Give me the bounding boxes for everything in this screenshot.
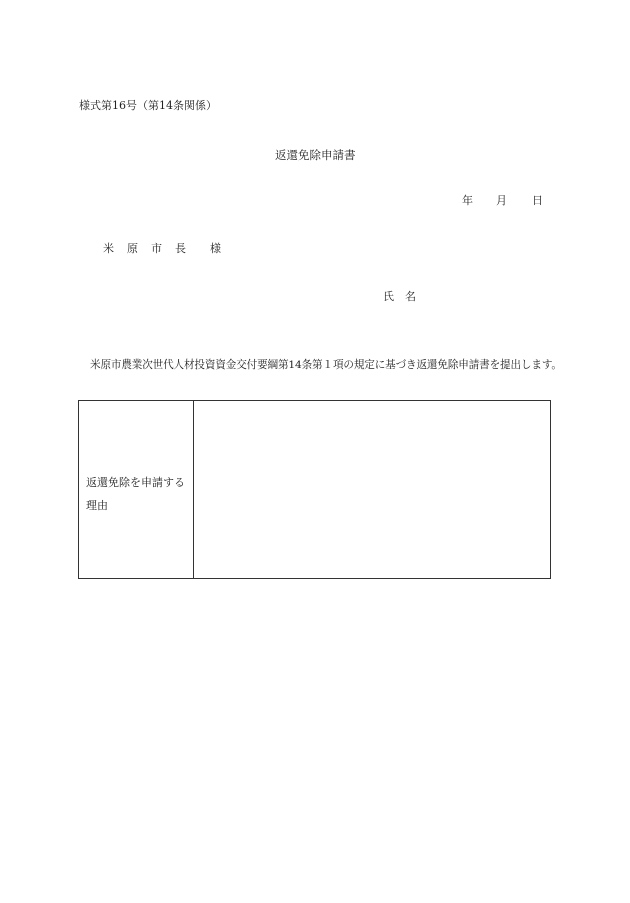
date-month-label: 月 <box>496 194 507 207</box>
reason-label-line: 返還免除を申請する <box>86 476 185 489</box>
addressee-char: 長 <box>175 242 186 255</box>
date-day-label: 日 <box>532 194 543 207</box>
addressee-char: 原 <box>127 242 138 255</box>
reason-label-line: 理由 <box>86 499 108 512</box>
applicant-name-label: 氏 名 <box>383 290 416 303</box>
addressee <box>103 242 221 256</box>
document-title: 返還免除申請書 <box>275 148 356 162</box>
addressee-char: 米 <box>103 242 114 255</box>
addressee-honorific: 様 <box>210 242 221 255</box>
reason-table <box>78 400 551 579</box>
form-number: 様式第16号（第14条関係） <box>79 99 217 112</box>
declaration-text: 米原市農業次世代人材投資資金交付要綱第14条第１項の規定に基づき返還免除申請書を提出します。 <box>90 359 562 371</box>
date-year-label: 年 <box>462 194 473 207</box>
addressee-char: 市 <box>151 242 162 255</box>
reason-value-field[interactable] <box>194 401 550 578</box>
reason-label <box>86 471 190 517</box>
